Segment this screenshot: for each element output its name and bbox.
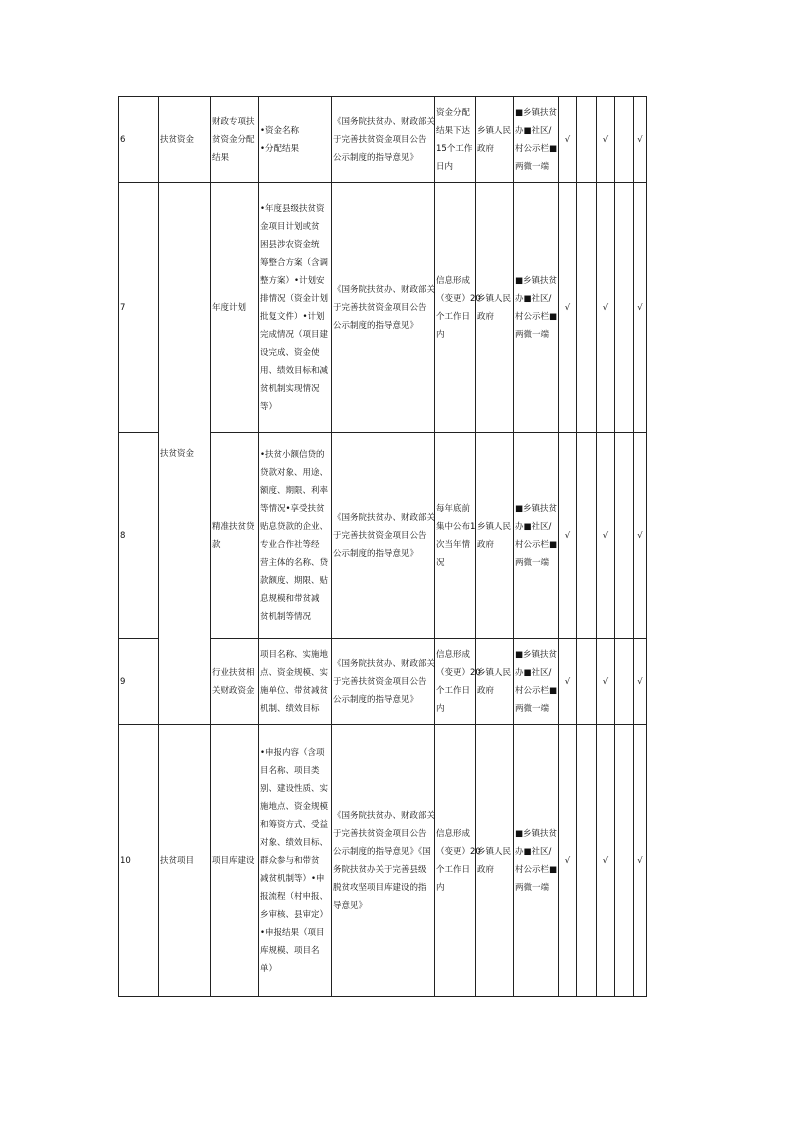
cell-line: 专业合作社等经 (260, 539, 320, 550)
check-cell: √ (597, 97, 615, 183)
cell-line: ■乡镇扶贫 (515, 503, 558, 514)
category-cell: 扶贫项目 (159, 725, 211, 997)
cell-line: 机制、绩效目标 (260, 703, 320, 714)
table-row (119, 725, 647, 997)
cell-line: 对象、绩效目标、 (260, 837, 329, 848)
cell-line: 村公示栏■ (515, 685, 558, 696)
check-cell: √ (597, 639, 615, 725)
cell-line: 公示制度的指导意见》 (333, 694, 419, 705)
cell-line: 《国务院扶贫办、财政部关 (333, 116, 436, 127)
cell-line: 款 (212, 539, 221, 550)
cell-line: 资金分配 (436, 107, 471, 118)
cell-line: 结果下达 (436, 125, 471, 136)
check-cell: √ (559, 639, 577, 725)
cell-line: 于完善扶贫资金项目公告 (333, 134, 427, 145)
cell-line: 日内 (436, 161, 454, 172)
cell-line: 精准扶贫贷 (212, 521, 255, 532)
check-cell: √ (634, 725, 647, 997)
cell-line: 《国务院扶贫办、财政部关 (333, 284, 436, 295)
cell-line: 两微一端 (515, 329, 550, 340)
content-cell (259, 183, 332, 433)
cell-line: 乡镇人民 (477, 293, 512, 304)
cell-line: 政府 (477, 864, 495, 875)
cell-line: 困县涉农资金统 (260, 239, 320, 250)
basis-cell (332, 183, 435, 433)
cell-line: 营主体的名称、贷 (260, 557, 329, 568)
cell-line: 两微一端 (515, 557, 550, 568)
check-cell (615, 97, 634, 183)
content-cell (259, 433, 332, 639)
category-cell: 扶贫资金 (159, 183, 211, 725)
cell-line: 于完善扶贫资金项目公告 (333, 828, 427, 839)
item-cell (211, 433, 259, 639)
channel-cell (514, 725, 559, 997)
cell-line: 设完成、资金使 (260, 347, 320, 358)
cell-line: 关财政资金 (212, 685, 255, 696)
category-cell: 扶贫资金 (159, 97, 211, 183)
cell-line: 排情况（资金计划 (260, 293, 329, 304)
cell-line: 集中公布1 (436, 521, 476, 532)
check-cell: √ (559, 433, 577, 639)
cell-line: 乡审核、县审定） (260, 909, 329, 920)
cell-line: 完成情况（项目建 (260, 329, 329, 340)
cell-line: 内 (436, 329, 445, 340)
cell-line: 行业扶贫相 (212, 667, 255, 678)
subject-cell (476, 97, 514, 183)
cell-line: •资金名称 (260, 125, 300, 136)
check-cell: √ (634, 183, 647, 433)
subject-cell (476, 433, 514, 639)
cell-line: 乡镇人民 (477, 125, 512, 136)
item-cell (211, 97, 259, 183)
cell-line: 乡镇人民 (477, 521, 512, 532)
cell-line: 项目名称、实施地 (260, 649, 329, 660)
cell-line: 政府 (477, 685, 495, 696)
subject-cell (476, 183, 514, 433)
content-cell (259, 639, 332, 725)
cell-line: 村公示栏■ (515, 539, 558, 550)
cell-line: 《国务院扶贫办、财政部关 (333, 658, 436, 669)
cell-line: 等） (260, 401, 278, 412)
table-row (119, 183, 647, 433)
cell-line: •扶贫小额信贷的 (260, 449, 325, 460)
cell-line: 筹整合方案（含调 (260, 257, 329, 268)
cell-line: 于完善扶贫资金项目公告 (333, 676, 427, 687)
cell-line: 息规模和带贫减 (260, 593, 320, 604)
subject-cell (476, 725, 514, 997)
cell-line: 目名称、项目类 (260, 765, 320, 776)
cell-line: ■乡镇扶贫 (515, 649, 558, 660)
check-cell (577, 639, 597, 725)
table-row (119, 97, 647, 183)
row-number: 9 (119, 639, 159, 725)
time-limit-cell (435, 433, 476, 639)
basis-cell (332, 433, 435, 639)
cell-line: 结果 (212, 152, 230, 163)
cell-line: 《国务院扶贫办、财政部关 (333, 512, 436, 523)
cell-line: 个工作日 (436, 864, 471, 875)
channel-cell (514, 639, 559, 725)
cell-line: 信息形成 (436, 275, 471, 286)
row-number: 6 (119, 97, 159, 183)
check-cell: √ (634, 433, 647, 639)
check-cell (577, 97, 597, 183)
cell-line: •年度县级扶贫资 (260, 203, 325, 214)
cell-line: 于完善扶贫资金项目公告 (333, 530, 427, 541)
content-cell (259, 97, 332, 183)
cell-line: 导意见》 (333, 900, 368, 911)
time-limit-cell (435, 97, 476, 183)
cell-line: 务院扶贫办关于完善县级 (333, 864, 427, 875)
cell-line: 两微一端 (515, 703, 550, 714)
cell-line: 乡镇人民 (477, 667, 512, 678)
channel-cell (514, 183, 559, 433)
cell-line: （变更）20 (436, 293, 481, 304)
row-number: 10 (119, 725, 159, 997)
time-limit-cell (435, 183, 481, 433)
cell-line: 单） (260, 963, 278, 974)
cell-line: 政府 (477, 143, 495, 154)
cell-line: 点、资金规模、实 (260, 667, 329, 678)
cell-line: 办■社区/ (515, 667, 552, 678)
cell-line: 脱贫攻坚项目库建设的指 (333, 882, 427, 893)
check-cell: √ (634, 97, 647, 183)
cell-line: 贷款对象、用途、 (260, 467, 329, 478)
cell-line: 两微一端 (515, 161, 550, 172)
cell-line: 内 (436, 703, 445, 714)
cell-line: •申报内容（含项 (260, 747, 325, 758)
cell-line: （变更）20 (436, 846, 481, 857)
cell-line: 于完善扶贫资金项目公告 (333, 302, 427, 313)
cell-line: ■乡镇扶贫 (515, 107, 558, 118)
check-cell: √ (597, 183, 615, 433)
check-cell: √ (559, 725, 577, 997)
basis-cell (332, 725, 435, 997)
cell-line: （变更）20 (436, 667, 481, 678)
cell-line: 公示制度的指导意见》 (333, 548, 419, 559)
cell-line: •申报结果（项目 (260, 927, 325, 938)
subject-cell (476, 639, 514, 725)
cell-line: 办■社区/ (515, 293, 552, 304)
cell-line: •分配结果 (260, 143, 300, 154)
cell-line: 15个工作 (436, 143, 473, 154)
cell-line: 整方案）•计划安 (260, 275, 325, 286)
cell-line: 群众参与和带贫 (260, 855, 320, 866)
check-cell: √ (559, 97, 577, 183)
item-cell (211, 183, 259, 433)
check-cell (615, 639, 634, 725)
check-cell (577, 183, 597, 433)
cell-line: 村公示栏■ (515, 143, 558, 154)
cell-line: 《国务院扶贫办、财政部关 (333, 810, 436, 821)
cell-line: 贫资金分配 (212, 134, 255, 145)
cell-line: 减贫机制等）•申 (260, 873, 325, 884)
check-cell (577, 433, 597, 639)
time-limit-cell (435, 725, 481, 997)
cell-line: 办■社区/ (515, 521, 552, 532)
time-limit-cell (435, 639, 481, 725)
check-cell (615, 183, 634, 433)
cell-line: 两微一端 (515, 882, 550, 893)
check-cell: √ (634, 639, 647, 725)
cell-line: 施地点、资金规模 (260, 801, 329, 812)
row-number: 8 (119, 433, 159, 639)
row-number: 7 (119, 183, 159, 433)
check-cell (615, 433, 634, 639)
cell-line: 用、绩效目标和减 (260, 365, 329, 376)
check-cell: √ (559, 183, 577, 433)
cell-line: 等情况•享受扶贫 (260, 503, 325, 514)
check-cell: √ (597, 725, 615, 997)
cell-line: 项目库建设 (212, 855, 255, 866)
cell-line: 个工作日 (436, 685, 471, 696)
cell-line: 村公示栏■ (515, 864, 558, 875)
cell-line: ■乡镇扶贫 (515, 275, 558, 286)
disclosure-table (118, 96, 647, 997)
cell-line: 库规模、项目名 (260, 945, 320, 956)
content-cell (259, 725, 332, 997)
cell-line: 每年底前 (436, 503, 471, 514)
cell-line: 施单位、带贫减贫 (260, 685, 329, 696)
cell-line: 村公示栏■ (515, 311, 558, 322)
cell-line: 批复文件）•计划 (260, 311, 325, 322)
cell-line: 公示制度的指导意见》 (333, 320, 419, 331)
check-cell (577, 725, 597, 997)
cell-line: 乡镇人民 (477, 846, 512, 857)
cell-line: ■乡镇扶贫 (515, 828, 558, 839)
cell-line: 别、建设性质、实 (260, 783, 329, 794)
cell-line: 内 (436, 882, 445, 893)
item-cell (211, 639, 259, 725)
cell-line: 贫机制等情况 (260, 611, 312, 622)
cell-line: 报流程（村申报、 (260, 891, 329, 902)
item-cell (211, 725, 259, 997)
cell-line: 金项目计划或贫 (260, 221, 320, 232)
cell-line: 次当年情 (436, 539, 471, 550)
check-cell: √ (597, 433, 615, 639)
cell-line: 财政专项扶 (212, 116, 255, 127)
channel-cell (514, 97, 559, 183)
basis-cell (332, 97, 435, 183)
cell-line: 和筹资方式、受益 (260, 819, 329, 830)
cell-line: 况 (436, 557, 445, 568)
cell-line: 信息形成 (436, 649, 471, 660)
cell-line: 政府 (477, 539, 495, 550)
cell-line: 公示制度的指导意见》 (333, 152, 419, 163)
cell-line: 款额度、期限、贴 (260, 575, 329, 586)
cell-line: 贴息贷款的企业、 (260, 521, 329, 532)
cell-line: 办■社区/ (515, 846, 552, 857)
cell-line: 个工作日 (436, 311, 471, 322)
basis-cell (332, 639, 435, 725)
cell-line: 额度、期限、利率 (260, 485, 329, 496)
cell-line: 政府 (477, 311, 495, 322)
cell-line: 信息形成 (436, 828, 471, 839)
cell-line: 公示制度的指导意见》《国 (333, 846, 431, 857)
channel-cell (514, 433, 559, 639)
cell-line: 办■社区/ (515, 125, 552, 136)
check-cell (615, 725, 634, 997)
cell-line: 年度计划 (212, 302, 247, 313)
cell-line: 贫机制实现情况 (260, 383, 320, 394)
